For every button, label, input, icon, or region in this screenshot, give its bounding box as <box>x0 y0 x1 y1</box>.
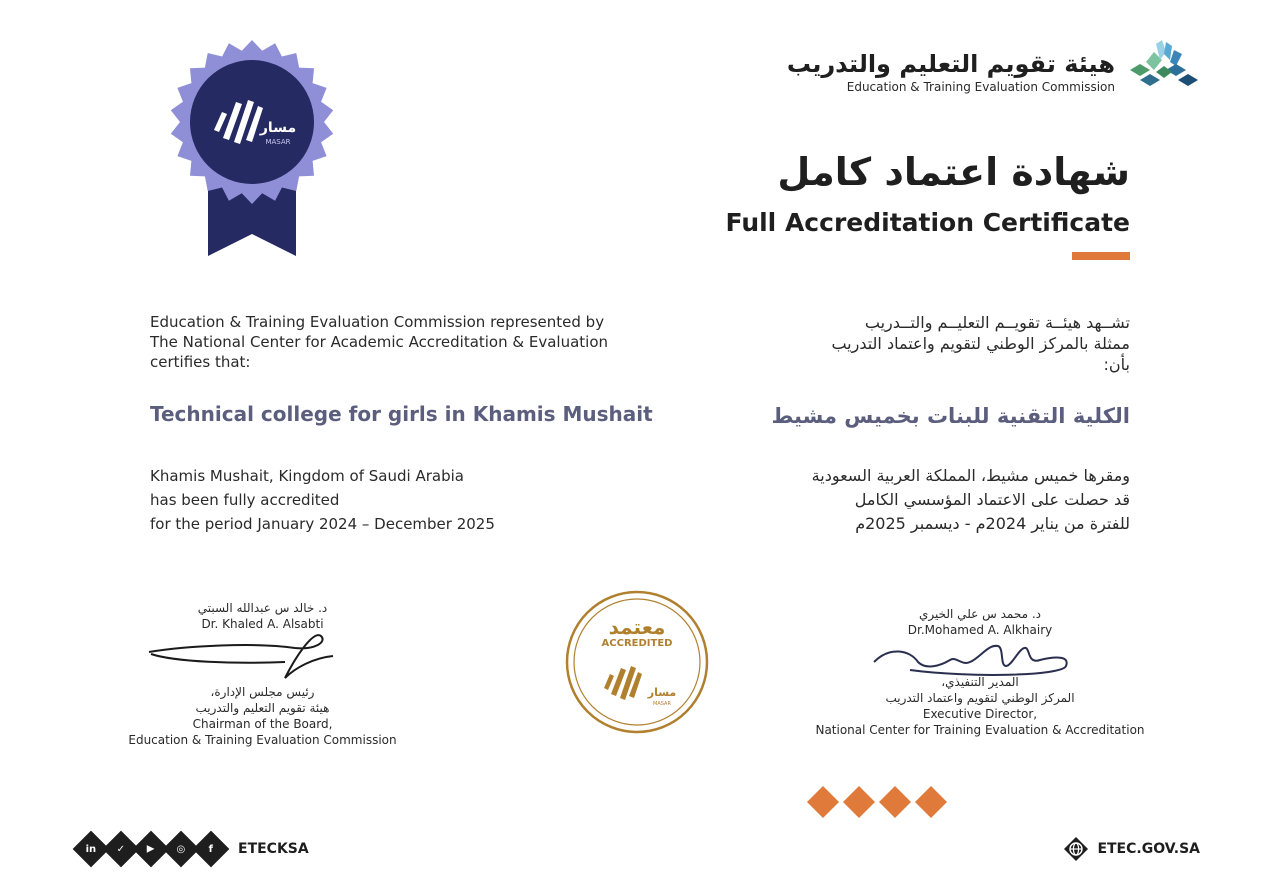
right-signatory-name-arabic: د. محمد س علي الخيري <box>919 607 1041 621</box>
globe-icon <box>1063 836 1089 862</box>
seal-brand-english: MASAR <box>653 701 671 707</box>
social-links <box>78 834 309 864</box>
seal-arabic-text: معتمد <box>608 615 666 639</box>
right-signatory-name-english: Dr.Mohamed A. Alkhairy <box>907 623 1053 637</box>
english-detail-line: has been fully accredited <box>150 491 340 509</box>
linkedin-icon[interactable]: in <box>73 831 110 868</box>
right-role-arabic-line: المركز الوطني لتقويم واعتماد التدريب <box>885 691 1075 705</box>
left-signatory-name-english: Dr. Khaled A. Alsabti <box>201 617 324 631</box>
arabic-intro-line: بأن: <box>1103 355 1130 374</box>
right-role-english-line: Executive Director, <box>922 707 1038 721</box>
left-signatory-name-arabic: د. خالد س عبدالله السبتي <box>197 601 328 615</box>
arabic-intro <box>831 312 1130 375</box>
english-intro <box>150 312 608 372</box>
arabic-detail-line: ومقرها خميس مشيط، المملكة العربية السعودية <box>811 466 1130 485</box>
etec-logo-icon <box>1126 40 1202 92</box>
twitter-icon[interactable]: ✓ <box>103 831 140 868</box>
english-intro-line: Education & Training Evaluation Commission represented by <box>150 313 605 331</box>
arabic-details <box>812 464 1130 536</box>
facebook-icon[interactable]: f <box>193 831 230 868</box>
english-detail-line: for the period January 2024 – December 2025 <box>150 515 495 533</box>
seal-brand-arabic: مسار <box>647 686 677 699</box>
left-role-english-line: Education & Training Evaluation Commission <box>128 733 397 747</box>
certificate-title-english: Full Accreditation Certificate <box>725 208 1130 237</box>
instagram-icon[interactable]: ◎ <box>163 831 200 868</box>
english-intro-line: certifies that: <box>150 353 251 371</box>
left-signature-icon <box>145 628 340 686</box>
arabic-intro-line: تشــهد هيئــة تقويــم التعليــم والتــدريب <box>864 313 1130 332</box>
title-accent-bar <box>1072 252 1130 260</box>
right-signatory-name <box>830 606 1130 638</box>
orange-diamonds-decoration <box>805 782 955 822</box>
badge-brand-english: MASAR <box>265 138 291 146</box>
left-role-arabic-line: رئيس مجلس الإدارة، <box>210 685 315 699</box>
left-signatory-role <box>100 684 425 748</box>
english-intro-line: The National Center for Academic Accreditation & Evaluation <box>150 333 608 351</box>
logo-english-name: Education & Training Evaluation Commission <box>846 80 1115 94</box>
masar-badge-icon <box>168 38 336 260</box>
college-name-english: Technical college for girls in Khamis Mushait <box>150 402 653 426</box>
website-url[interactable]: ETEC.GOV.SA <box>1097 841 1200 857</box>
logo-arabic-name: هيئة تقويم التعليم والتدريب <box>786 50 1115 78</box>
right-role-arabic-line: المدير التنفيذي، <box>941 675 1019 689</box>
arabic-detail-line: للفترة من يناير 2024م - ديسمبر 2025م <box>855 514 1130 533</box>
arabic-detail-line: قد حصلت على الاعتماد المؤسسي الكامل <box>854 490 1130 509</box>
accredited-seal-icon <box>564 588 710 736</box>
arabic-intro-line: ممثلة بالمركز الوطني لتقويم واعتماد التدريب <box>831 334 1130 353</box>
right-signatory-role <box>800 674 1160 738</box>
youtube-icon[interactable]: ▶ <box>133 831 170 868</box>
english-detail-line: Khamis Mushait, Kingdom of Saudi Arabia <box>150 467 464 485</box>
left-role-arabic-line: هيئة تقويم التعليم والتدريب <box>195 701 330 715</box>
website-link[interactable] <box>1063 834 1200 864</box>
college-name-arabic: الكلية التقنية للبنات بخميس مشيط <box>771 404 1130 428</box>
english-details <box>150 464 495 536</box>
right-role-english-line: National Center for Training Evaluation & Accreditation <box>815 723 1145 737</box>
badge-brand-arabic: مسار <box>259 120 297 136</box>
left-role-english-line: Chairman of the Board, <box>192 717 333 731</box>
social-handle[interactable]: ETECKSA <box>238 841 309 857</box>
certificate-title-arabic: شهادة اعتماد كامل <box>777 150 1130 194</box>
seal-english-text: ACCREDITED <box>601 638 673 649</box>
